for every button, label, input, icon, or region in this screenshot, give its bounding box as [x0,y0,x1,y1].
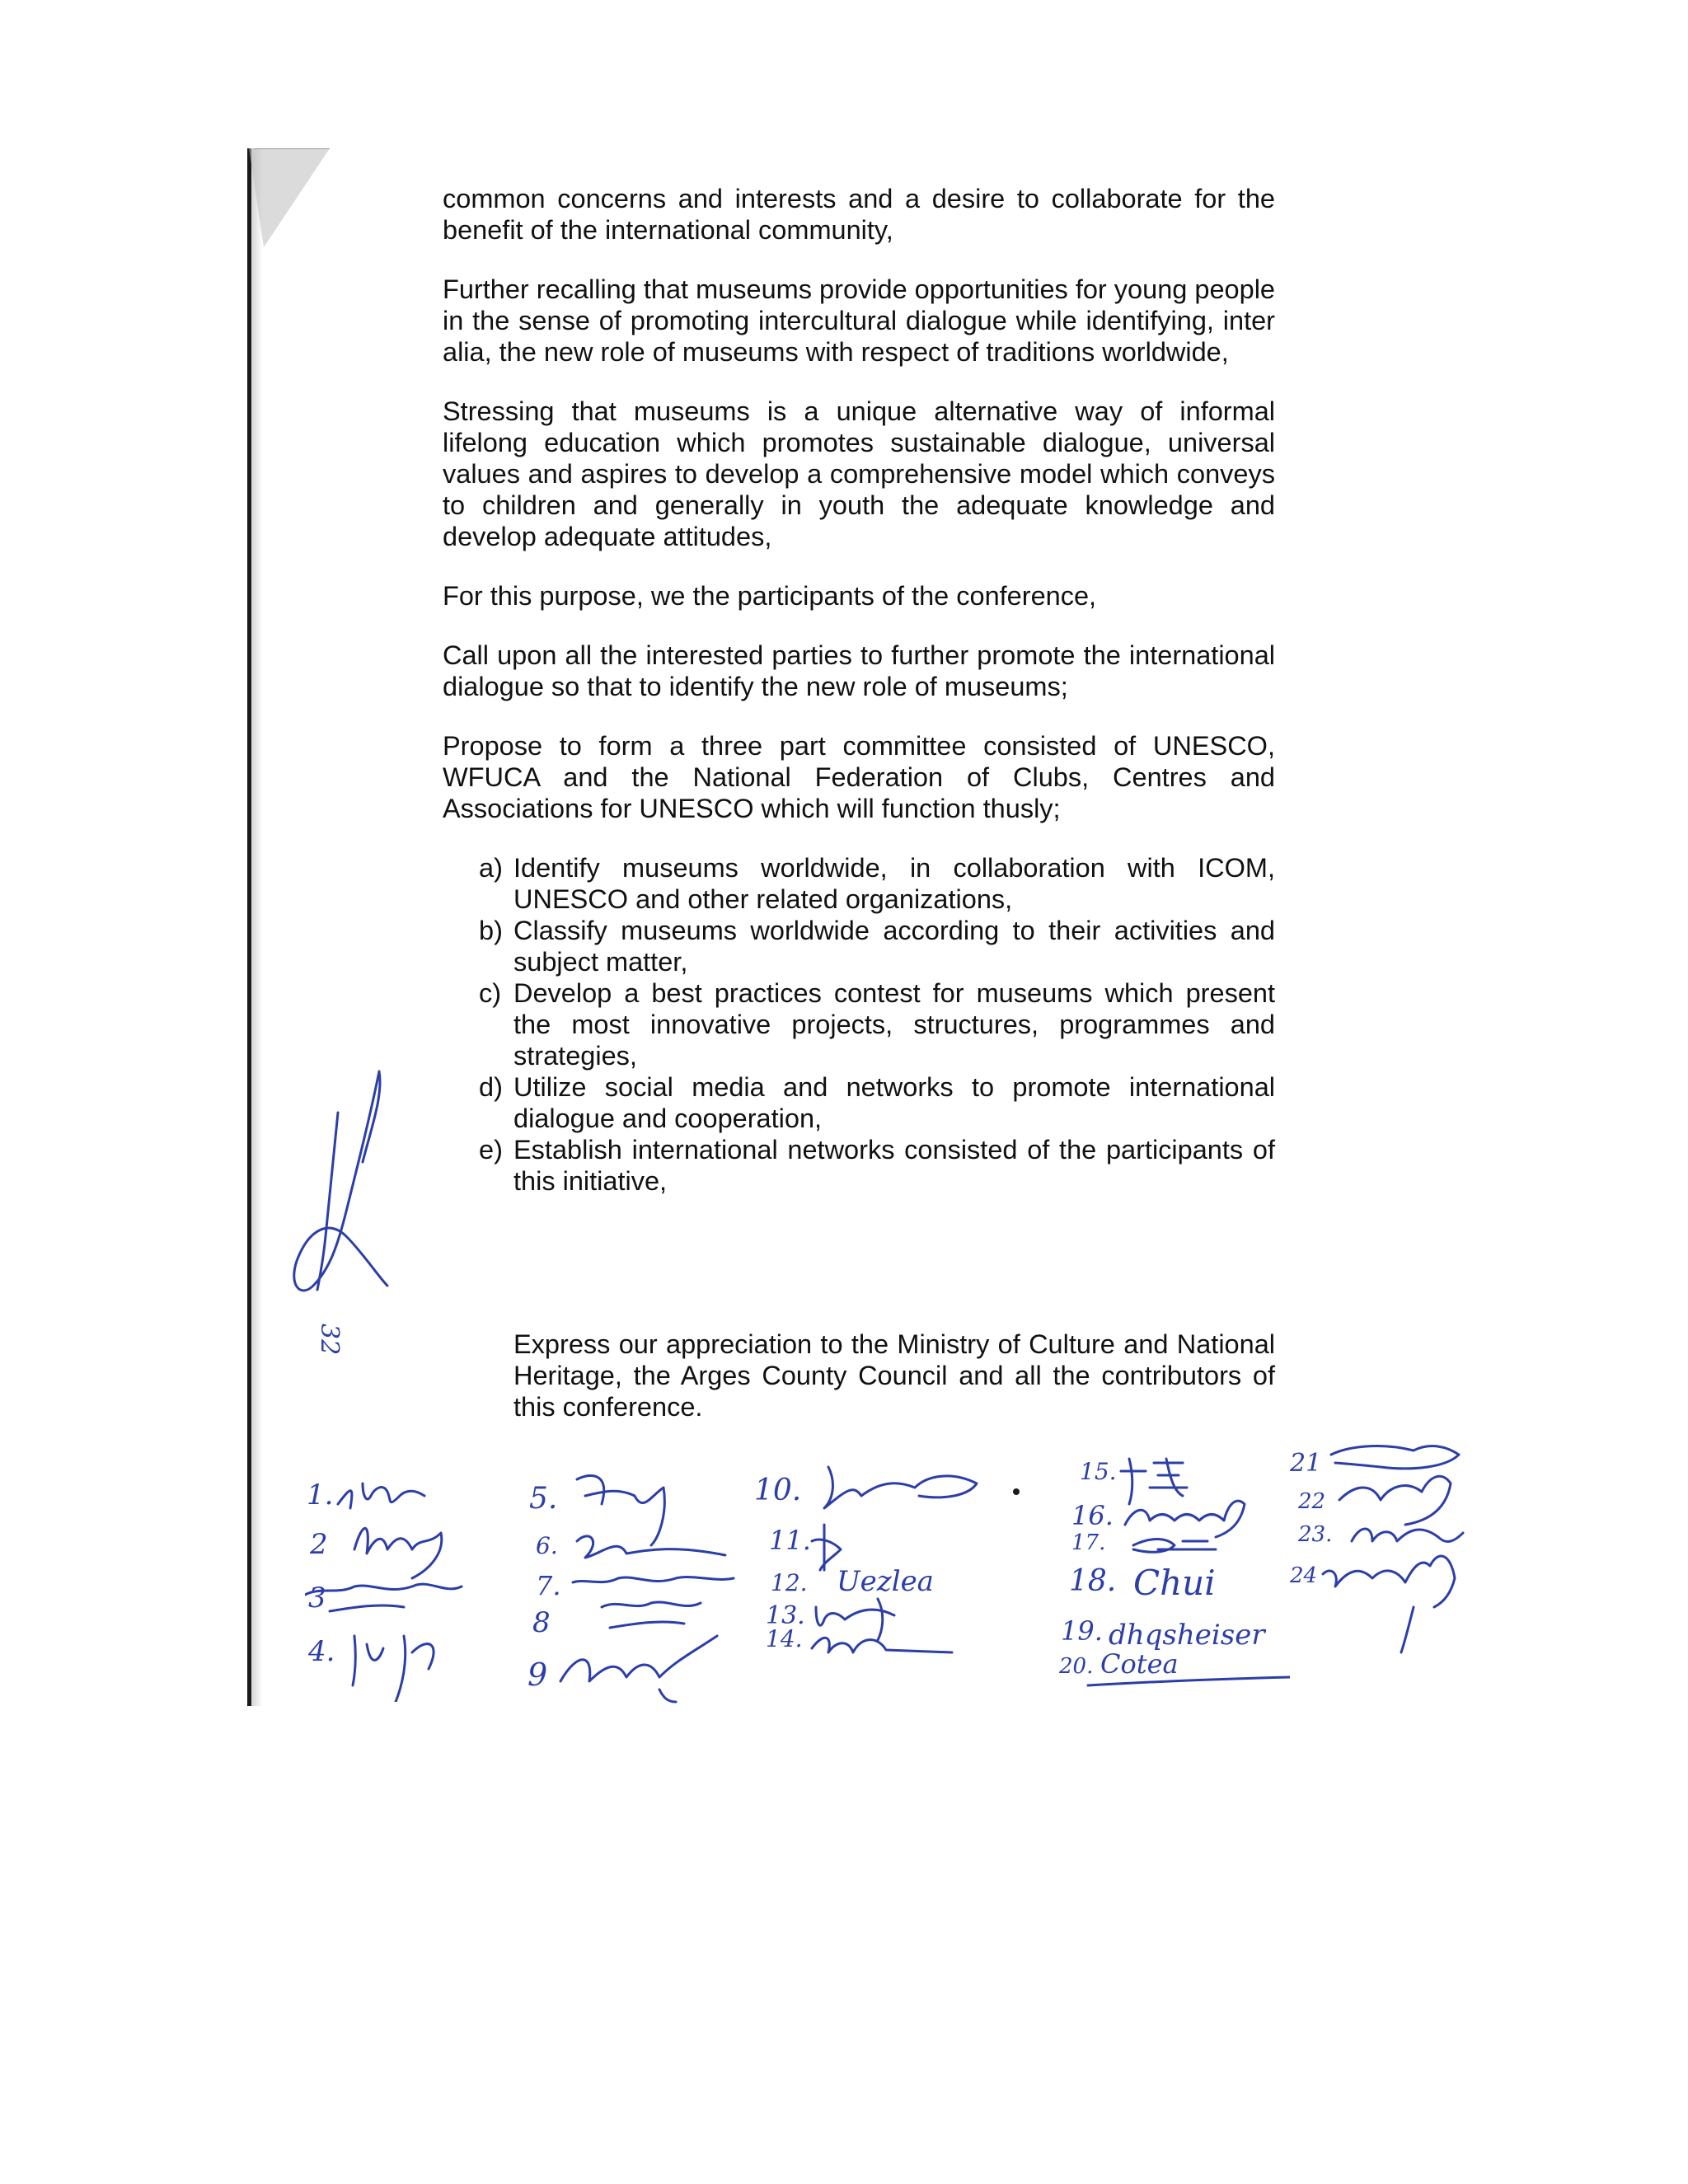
list-marker: a) [479,853,503,883]
signature-22 [1339,1476,1451,1525]
signature-2 [354,1528,442,1578]
signatures-column-2 [528,1463,758,1710]
margin-page-number: 32 [315,1324,344,1356]
list-item-text: Utilize social media and networks to promote international dialogue and cooperation, [513,1072,1275,1133]
signature-number: 5. [529,1482,558,1516]
signature-3 [305,1584,462,1611]
signature-number: 24 [1290,1563,1318,1588]
list-item-text: Classify museums worldwide according to their activities and subject matter, [513,916,1275,977]
signature-7 [573,1577,734,1582]
signature-number: 1. [307,1479,334,1511]
signature-number: 7. [536,1570,561,1601]
signature-11 [812,1525,841,1570]
signatures-column-5 [1290,1434,1467,1657]
signature-number: 9 [528,1657,548,1693]
signature-name: Cotea [1100,1648,1179,1680]
signature-number: 2 [310,1528,328,1561]
paragraph-common-concerns: common concerns and interests and a desire to collaborate for the benefit of the international community, [443,184,1275,245]
signature-9 [560,1636,717,1702]
paragraph-propose: Propose to form a three part committee consisted of UNESCO, WFUCA and the National Federation of Clubs, Centres and Associations for UNESCO which will function thusly; [443,731,1275,823]
signature-1 [338,1483,424,1508]
signature-number: 8 [532,1606,551,1639]
signature-number: 17. [1071,1530,1106,1555]
list-item [443,915,1275,977]
signature-name: dhqsheiser [1109,1619,1265,1652]
signature-number: 13. [766,1601,805,1630]
signature-number: 23. [1298,1522,1333,1547]
signature-number: 16. [1071,1500,1114,1531]
paragraph-call-upon: Call upon all the interested parties to further promote the international dialogue so that to identify the new role of museums; [443,640,1275,701]
signature-number: 10. [754,1474,802,1507]
signature-24 [1323,1556,1455,1652]
list-item-text: Develop a best practices contest for museums which present the most innovative projects, structures, programmes and strategies, [513,978,1275,1071]
document-body [443,183,1275,1225]
signatures-column-4 [1010,1446,1290,1698]
signature-number: 12. [771,1569,808,1596]
list-item [443,1071,1275,1134]
signatures-column-3 [754,1459,993,1673]
list-item [443,977,1275,1071]
signature-16 [1125,1501,1245,1537]
signature-number: 18. [1069,1564,1117,1598]
signature-number-3-glyph: 3 [308,1582,326,1615]
signature-number: 20. [1059,1654,1094,1679]
signature-number: 21 [1290,1449,1322,1478]
margin-initials-signature [280,1063,404,1376]
binding-shadow [251,148,263,1706]
list-item-text: Identify museums worldwide, in collaboration with ICOM, UNESCO and other related organizations, [513,853,1275,914]
paragraph-appreciation: Express our appreciation to the Ministry of Culture and National Heritage, the Arges County Council and all the contributors of this conference. [513,1329,1275,1422]
list-marker: c) [479,978,502,1008]
paragraph-further-recalling: Further recalling that museums provide opportunities for young people in the sense of promoting intercultural dialogue while identifying, inter alia, the new role of museums with respect of traditions worldwide, [443,274,1275,367]
corner-fold [247,148,338,264]
signature-name: Uezlea [837,1565,934,1598]
signature-number: 4. [308,1635,335,1668]
list-item-text: Establish international networks consisted of the participants of this initiative, [513,1135,1275,1196]
signature-number: 22 [1298,1489,1326,1514]
paragraph-for-this-purpose: For this purpose, we the participants of the conference, [443,581,1097,611]
signature-8 [602,1602,701,1628]
list-item [443,1134,1275,1197]
signature-6 [577,1536,725,1558]
list-marker: b) [479,916,503,945]
signatures-column-1 [305,1471,519,1702]
signature-14 [812,1638,952,1652]
signature-number: 15. [1080,1458,1117,1485]
signature-17 [1133,1540,1216,1553]
signature-name: Chui [1133,1563,1216,1603]
signature-number: 11. [769,1525,811,1556]
signature-10 [824,1467,977,1508]
signature-13 [816,1599,894,1640]
signature-4 [353,1636,434,1702]
paragraph-stressing: Stressing that museums is a unique alternative way of informal lifelong education which promotes sustainable dialogue, universal values and aspires to develop a comprehensive model which conveys to children and generally in youth the adequate knowledge and develop adequate attitudes, [443,396,1275,551]
signature-number: 19. [1061,1615,1103,1647]
signature-15 [1121,1459,1187,1504]
signature-number: 14. [766,1625,803,1652]
signature-5 [577,1475,664,1545]
list-marker: d) [479,1072,503,1102]
list-item [443,852,1275,915]
committee-functions-list [443,852,1275,1197]
signature-23 [1352,1529,1463,1541]
list-marker: e) [479,1135,503,1165]
signature-21 [1331,1446,1459,1469]
signature-number: 6. [536,1532,558,1559]
